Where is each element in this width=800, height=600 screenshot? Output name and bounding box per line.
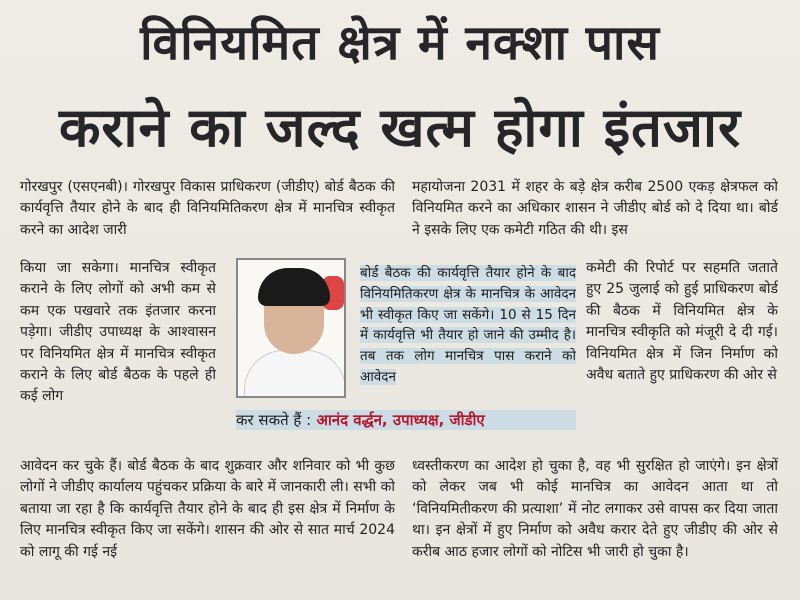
headline-line-2: कराने का जल्द खत्म होगा इंतजार: [58, 96, 742, 159]
article-paragraph: ध्वस्तीकरण का आदेश हो चुका है, वह भी सुरक्षित हो जाएंगे। इन क्षेत्रों को लेकर जब भी कोई मानचित्र का आवेदन आता था तो ‘विनियमितीकरण की प्रत्याशा’ में नोट लगाकर उसे वापस कर दिया जाता था। इन क्षेत्रों में हुए निर्माण को अवैध करार देते हुए जीडीए की ओर से करीब आठ हजार लोगों को नोटिस भी जारी हो चुका है।: [412, 458, 778, 560]
headline-line-1: विनियमित क्षेत्र में नक्शा पास: [140, 15, 660, 71]
article-right-top: [412, 177, 778, 263]
official-photo: [236, 258, 346, 398]
article-right-mid: [586, 258, 778, 458]
caption-lead: कर सकते हैं :: [236, 411, 312, 429]
article-paragraph: महायोजना 2031 में शहर के बड़े क्षेत्र करीब 2500 एकड़ क्षेत्रफल को विनियमित करने का अधिकार शासन ने जीडीए बोर्ड को दे दिया था। बोर्ड ने इसके लिए एक कमेटी गठित की थी। इस: [412, 179, 778, 238]
article-paragraph: आवेदन कर चुके हैं। बोर्ड बैठक के बाद शुक्रवार और शनिवार को भी कुछ लोगों ने जीडीए कार्यालय पहुंचकर प्रक्रिया के बारे में जानकारी ली। सभी को बताया जा रहा है कि कार्यवृत्ति तैयार होने के बाद ही इस क्षेत्र में निर्माण के लिए मानचित्र स्वीकृत किए जा सकेंगे। शासन की ओर से सात मार्च 2024 को लागू की गई नई: [20, 458, 395, 560]
article-bottom-right: [412, 456, 778, 588]
quote-box: [360, 263, 576, 409]
caption-name: आनंद वर्द्धन, उपाध्यक्ष, जीडीए: [316, 411, 485, 429]
quote-caption: [236, 410, 576, 430]
article-paragraph: गोरखपुर (एसएनबी)। गोरखपुर विकास प्राधिकरण (जीडीए) बोर्ड बैठक की कार्यवृत्ति तैयार होने के बाद ही विनियमितिकरण क्षेत्र में मानचित्र स्वीकृत करने का आदेश जारी: [20, 179, 395, 238]
article-left-top: [20, 177, 395, 263]
quote-text: बोर्ड बैठक की कार्यवृत्ति तैयार होने के बाद विनियमितिकरण क्षेत्र के मानचित्र के आवेदन भी स्वीकृत किए जा सकेंगे। 10 से 15 दिन में कार्यवृत्ति भी तैयार हो जाने की उम्मीद है। तब तक लोग मानचित्र पास कराने को आवेदन: [360, 265, 576, 385]
article-paragraph: किया जा सकेगा। मानचित्र स्वीकृत कराने के लिए लोगों को अभी कम से कम एक पखवारे तक इंतजार करना पड़ेगा। जीडीए उपाध्यक्ष के आश्वासन पर विनियमित क्षेत्र में मानचित्र स्वीकृत कराने के लिए बोर्ड बैठक के पहले ही कई लोग: [20, 260, 216, 405]
article-paragraph: कमेटी की रिपोर्ट पर सहमति जताते हुए 25 जुलाई को हुई प्राधिकरण बोर्ड की बैठक में विनियमित क्षेत्र के मानचित्र स्वीकृति को मंजूरी दे दी गई। विनियमित क्षेत्र में जिन निर्माण को अवैध बताते हुए प्राधिकरण की ओर से: [586, 260, 778, 384]
article-bottom-left: [20, 456, 395, 588]
article-left-mid: [20, 258, 216, 458]
